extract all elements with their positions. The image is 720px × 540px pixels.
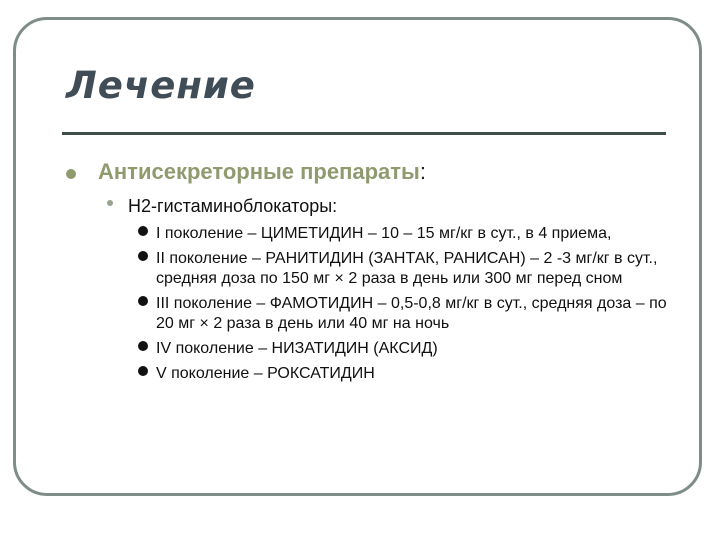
list-item xyxy=(138,294,678,334)
drug-generation-list xyxy=(138,224,678,389)
bullet-dot-icon xyxy=(138,341,148,351)
bullet-dot-icon xyxy=(138,251,148,261)
list-item xyxy=(138,364,678,384)
slide-title: Лечение xyxy=(66,64,256,107)
list-item xyxy=(138,224,678,244)
bullet-level2: Н2-гистаминоблокаторы: xyxy=(128,196,338,216)
bullet-dot-icon xyxy=(66,169,76,179)
bullet-level1-text: Антисекреторные препараты xyxy=(98,159,420,184)
list-item xyxy=(138,339,678,359)
list-item xyxy=(138,249,678,289)
list-item-text: V поколение – РОКСАТИДИН xyxy=(156,365,375,382)
bullet-dot-icon xyxy=(138,296,148,306)
list-item-text: II поколение – РАНИТИДИН (ЗАНТАК, РАНИСАН) – 2 -3 мг/кг в сут., средняя доза по 150 мг × 2 раза в день или 300 мг перед сном xyxy=(156,250,658,287)
title-divider xyxy=(62,132,666,135)
bullet-dot-icon xyxy=(138,226,148,236)
list-item-text: IV поколение – НИЗАТИДИН (АКСИД) xyxy=(156,340,438,357)
list-item-text: I поколение – ЦИМЕТИДИН – 10 – 15 мг/кг в сут., в 4 приема, xyxy=(156,225,612,242)
list-item-text: III поколение – ФАМОТИДИН – 0,5-0,8 мг/кг в сут., средняя доза – по 20 мг × 2 раза в день или 40 мг на ночь xyxy=(156,295,667,332)
bullet-level1-colon: : xyxy=(419,159,426,184)
bullet-level1 xyxy=(98,157,426,187)
bullet-dot-small-icon xyxy=(107,200,113,206)
bullet-dot-icon xyxy=(138,366,148,376)
